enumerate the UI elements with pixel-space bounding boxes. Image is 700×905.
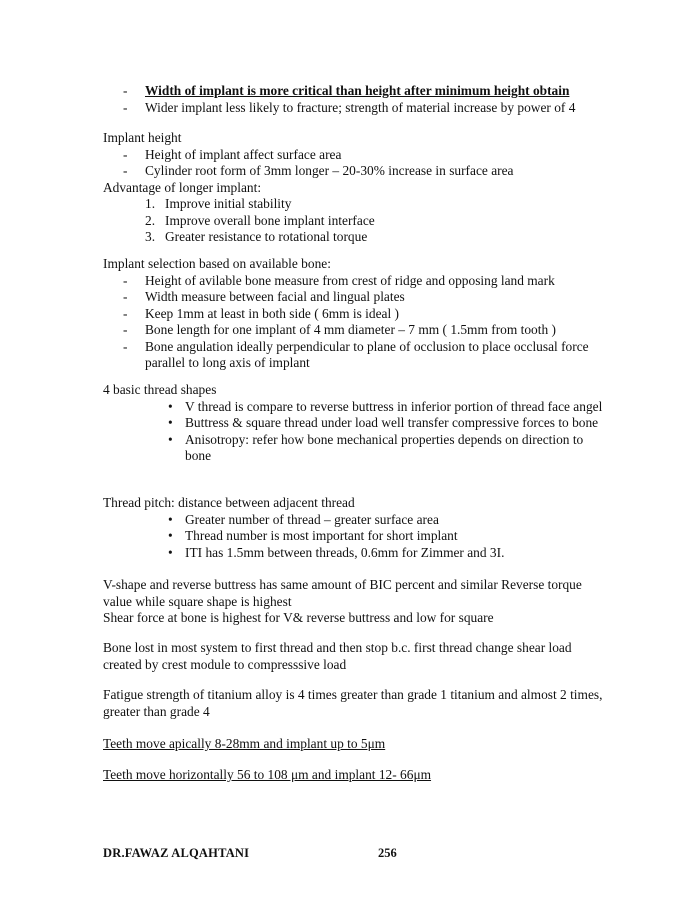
dash-marker: - (123, 322, 128, 337)
numbered-item (103, 229, 628, 246)
dash-marker: - (123, 338, 128, 354)
bullet-marker: • (168, 511, 173, 527)
list-item (103, 100, 628, 117)
paragraph-text: V-shape and reverse buttress has same amount of BIC percent and similar Reverse torque value while square shape is highest (103, 577, 582, 609)
item-number: 2. (145, 212, 156, 228)
paragraph-horizontal (103, 767, 628, 784)
bullet-item (103, 528, 628, 545)
paragraph-bone-loss (103, 640, 593, 673)
bullet-marker: • (168, 398, 173, 414)
list-item-text: ITI has 1.5mm between threads, 0.6mm for Zimmer and 3I. (185, 544, 505, 560)
section-heading: 4 basic thread shapes (103, 382, 217, 397)
thread-shapes-section (103, 382, 628, 465)
bullet-marker: • (168, 415, 173, 430)
paragraph-fatigue (103, 687, 623, 720)
list-item-text: Cylinder root form of 3mm longer – 20-30% increase in surface area (145, 163, 514, 178)
list-item-text: Anisotropy: refer how bone mechanical properties depends on direction to bone (185, 431, 584, 463)
list-item-text: Wider implant less likely to fracture; strength of material increase by power of 4 (145, 99, 576, 115)
bullet-item (103, 432, 610, 465)
bullet-item (103, 399, 610, 416)
list-item-text: Width of implant is more critical than height after minimum height obtain (145, 83, 570, 98)
list-item (103, 163, 628, 180)
bullet-item (103, 415, 628, 432)
section-heading: Advantage of longer implant: (103, 179, 262, 195)
numbered-item (103, 213, 628, 230)
paragraph-text: Bone lost in most system to first thread and then stop b.c. first thread change shear load created by crest module to compresssive load (103, 640, 572, 672)
paragraph-bic (103, 577, 613, 627)
bullet-marker: • (168, 528, 173, 543)
list-item-text: Greater number of thread – greater surface area (185, 511, 439, 527)
list-item (103, 147, 628, 164)
list-item-text: Width measure between facial and lingual plates (145, 289, 405, 304)
list-item (103, 339, 608, 372)
dash-marker: - (123, 163, 128, 178)
paragraph-text: Teeth move apically 8-28mm and implant up to 5μm (103, 736, 386, 751)
bullet-marker: • (168, 431, 173, 447)
list-item-text: Height of avilable bone measure from crest of ridge and opposing land mark (145, 272, 555, 288)
dash-marker: - (123, 83, 128, 98)
item-number: 3. (145, 229, 156, 244)
intro-list (103, 83, 628, 116)
section-heading: Implant selection based on available bone: (103, 256, 331, 271)
dash-marker: - (123, 146, 128, 162)
section-heading: Thread pitch: distance between adjacent thread (103, 495, 355, 510)
numbered-item (103, 196, 628, 213)
dash-marker: - (123, 272, 128, 288)
list-item (103, 83, 628, 100)
page-number: 256 (378, 846, 397, 860)
list-item-text: Bone length for one implant of 4 mm diameter – 7 mm ( 1.5mm from tooth ) (145, 322, 556, 337)
paragraph-text: Fatigue strength of titanium alloy is 4 times greater than grade 1 titanium and almost 2 times, greater than grade 4 (103, 687, 603, 719)
thread-pitch-section (103, 495, 628, 561)
bullet-marker: • (168, 544, 173, 560)
list-item (103, 289, 628, 306)
list-item (103, 322, 628, 339)
footer-author: DR.FAWAZ ALQAHTANI (103, 846, 250, 860)
list-item-text: Improve overall bone implant interface (165, 212, 375, 228)
implant-height-section (103, 130, 628, 246)
list-item (103, 273, 628, 290)
paragraph-text: Shear force at bone is highest for V& reverse buttress and low for square (103, 610, 494, 625)
dash-marker: - (123, 289, 128, 304)
implant-selection-section (103, 256, 628, 372)
item-number: 1. (145, 196, 156, 211)
list-item (103, 306, 628, 323)
bullet-item (103, 545, 628, 562)
list-item-text: Greater resistance to rotational torque (165, 229, 368, 244)
bullet-item (103, 512, 628, 529)
section-heading: Implant height (103, 130, 182, 145)
list-item-text: Thread number is most important for short implant (185, 528, 458, 543)
list-item-text: Buttress & square thread under load well transfer compressive forces to bone (185, 415, 599, 430)
dash-marker: - (123, 99, 128, 115)
list-item-text: Improve initial stability (165, 196, 292, 211)
list-item-text: Bone angulation ideally perpendicular to plane of occlusion to place occlusal force parallel to long axis of implant (145, 338, 589, 370)
list-item-text: Keep 1mm at least in both side ( 6mm is ideal ) (145, 305, 399, 321)
paragraph-apical (103, 736, 628, 753)
list-item-text: V thread is compare to reverse buttress in inferior portion of thread face angel (185, 398, 603, 414)
dash-marker: - (123, 305, 128, 321)
list-item-text: Height of implant affect surface area (145, 146, 342, 162)
paragraph-text: Teeth move horizontally 56 to 108 μm and implant 12- 66μm (103, 767, 432, 782)
